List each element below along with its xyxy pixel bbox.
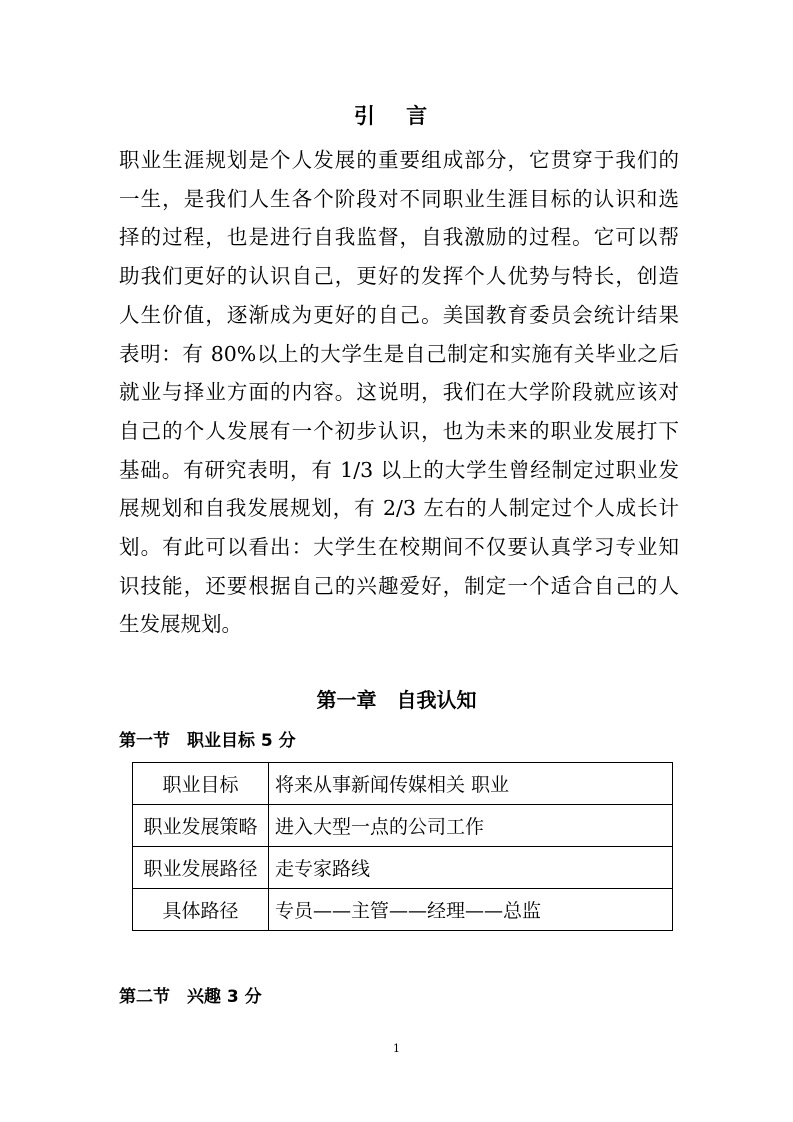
career-goal-table: [132, 762, 673, 931]
intro-line: 一生，是我们人生各个阶段对不同职业生涯目标的认识和选: [119, 186, 679, 211]
chapter-title: 第一章 自我认知: [316, 688, 477, 712]
table-cell-value: 将来从事新闻传媒相关 职业: [269, 763, 673, 805]
table-row: [133, 763, 673, 805]
intro-line: 就业与择业方面的内容。这说明，我们在大学阶段就应该对: [119, 380, 679, 405]
table-cell-value: 走专家路线: [269, 847, 673, 889]
intro-line: 自己的个人发展有一个初步认识，也为未来的职业发展打下: [119, 418, 679, 443]
intro-line: 职业生涯规划是个人发展的重要组成部分，它贯穿于我们的: [119, 148, 679, 172]
table-cell-label: 具体路径: [133, 889, 269, 931]
intro-line: 助我们更好的认识自己，更好的发挥个人优势与特长，创造: [119, 264, 679, 289]
intro-line: 择的过程，也是进行自我监督，自我激励的过程。它可以帮: [119, 225, 679, 250]
table-cell-label: 职业发展路径: [133, 847, 269, 889]
table-cell-label: 职业发展策略: [133, 805, 269, 847]
intro-line: 生发展规划。: [119, 612, 242, 637]
table-cell-value: 专员——主管——经理——总监: [269, 889, 673, 931]
intro-title: 引 言: [353, 104, 440, 128]
section-title-career-goal: 第一节 职业目标 5 分: [119, 731, 296, 751]
table-cell-label: 职业目标: [133, 763, 269, 805]
intro-line: 基础。有研究表明，有 1/3 以上的大学生曾经制定过职业发: [119, 457, 679, 482]
page-number: 1: [393, 1042, 400, 1055]
intro-line: 识技能，还要根据自己的兴趣爱好，制定一个适合自己的人: [119, 573, 679, 598]
section-title-interest: 第二节 兴趣 3 分: [119, 987, 262, 1007]
intro-line: 展规划和自我发展规划，有 2/3 左右的人制定过个人成长计: [119, 496, 679, 521]
intro-line: 人生价值，逐渐成为更好的自己。美国教育委员会统计结果: [119, 302, 679, 327]
table-row: [133, 889, 673, 931]
intro-paragraph: [119, 141, 679, 644]
intro-line: 划。有此可以看出：大学生在校期间不仅要认真学习专业知: [119, 535, 679, 560]
table-row: [133, 805, 673, 847]
table-row: [133, 847, 673, 889]
table-cell-value: 进入大型一点的公司工作: [269, 805, 673, 847]
intro-line: 表明：有 80%以上的大学生是自己制定和实施有关毕业之后: [119, 341, 679, 366]
